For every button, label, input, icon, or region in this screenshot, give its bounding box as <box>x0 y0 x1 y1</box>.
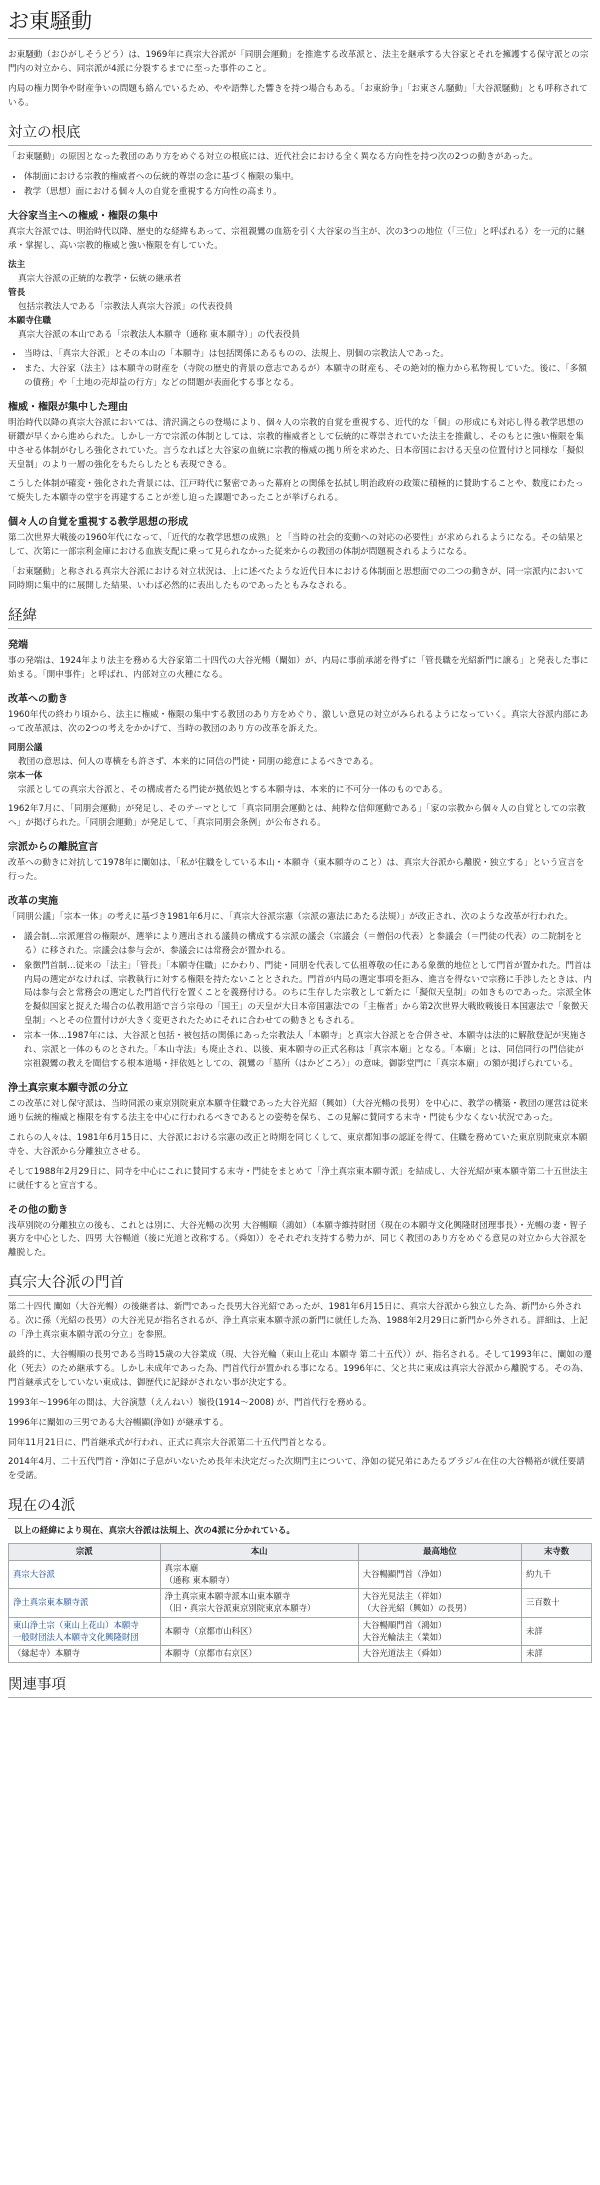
leave-paragraph: 改革への動きに対抗して1978年に闡如は、「私が住職をしている本山・本願寺（東本願寺のこと）は、真宗大谷派から離脱・独立する」という宣言を行った。 <box>8 858 585 882</box>
subsection-heading-split: 浄土真宗東本願寺派の分立 <box>8 1083 128 1094</box>
concentration-notes <box>8 348 592 391</box>
reform-paragraph-2: 1962年7月に、「同朋会運動」が発足し、そのテーマとして「真宗同朋会運動とは、純粋な信仰運動である」「家の宗教から個々人の自覚としての宗教へ」が掲げられた。「同朋会運動」が発足して、「真宗同朋会条例」が公布される。 <box>8 804 586 829</box>
subsection-heading-other: その他の動き <box>8 1204 68 1216</box>
monshu-paragraph-1: 第二十四代 闡如（大谷光暢）の後継者は、新門であった長男大谷光紹であったが、1981年6月15日に、真宗大谷派から独立した為、新門から外される。次に孫（光紹の長男）の大谷光見が指名されるが、浄土真宗東本願寺派の新門に就任した為、1988年2月29日に新門から外される。詳細は、上記の「浄土真宗東本願寺派の分立」を参照。 <box>8 1302 588 1340</box>
conflict-list <box>8 171 592 200</box>
table-cell: 本願寺（京都市山科区） <box>160 1617 358 1646</box>
list-item: • また、大谷家（法主）は本願寺の財産を（寺院の歴史的背景の意志であるが）本願寺の財産も、その絶対的権力から私物視していた。後に、「多額の債務」や「土地の売却益の行方」などの問題が表面化する事となる。 <box>24 363 592 391</box>
position-term: 管長 <box>8 288 26 299</box>
page-title: お東騒動 <box>8 8 592 39</box>
monshu-paragraph-6: 2014年4月、二十五代門首・浄如に子息がいないため長年未決定だった次期門主について、浄如の従兄弟にあたるブラジル在住の大谷暢裕が就任要請を受諾。 <box>8 1457 585 1482</box>
split-paragraph-1: この改革に対し保守派は、当時同派の東京別院東京本願寺住職であった大谷光紹（興如）（大谷光暢の長男）を中心に、教学の構築・教団の運営は従来通り伝統的権威と権限を有する法主を中心に行われるべきであるとの姿勢を保ち、この見解に賛同する末寺・門徒も少なくない状況であった。 <box>8 1099 588 1123</box>
table-cell: 大谷暢顯門首（浄如） <box>358 1560 521 1589</box>
table-cell: 未詳 <box>522 1646 592 1663</box>
awareness-paragraph-2: 「お東騒動」と称される真宗大谷派における対立状況は、上に述べたような近代日本における体制面と思想面での二つの動きが、同一宗派内において同時期に集中的に展開した結果、いわば必然的に表出したものであったともみなされる。 <box>8 567 584 592</box>
conflict-paragraph: 「お東騒動」の原因となった教団のあり方をめぐる対立の根底には、近代社会における全く異なる方向性を持つ次の2つの動きがあった。 <box>8 151 538 162</box>
table-cell: 浄土真宗東本願寺派本山東本願寺 （旧・真宗大谷派東京別院東京本願寺） <box>160 1589 358 1618</box>
implement-paragraph: 「同朋公議」「宗本一体」の考えに基づき1981年6月に、「真宗大谷派宗憲（宗派の憲法にあたる法規）」が改正され、次のような改革が行われた。 <box>8 911 573 922</box>
position-desc: 真宗大谷派の正統的な教学・伝統の継承者 <box>18 274 182 285</box>
table-caption: 以上の経緯により現在、真宗大谷派は法規上、次の4派に分かれている。 <box>14 1526 295 1537</box>
section-heading-history: 経緯 <box>8 607 592 629</box>
split-paragraph-2: これらの人々は、1981年6月15日に、大谷派における宗憲の改正と時期を同じくして、東京都知事の認証を得て、住職を務めていた東京別院東京本願寺を、大谷派から分離独立させる。 <box>8 1132 588 1157</box>
monshu-paragraph-4: 1996年に闡如の三男である大谷暢顯(浄如) が継承する。 <box>8 1417 229 1428</box>
table-row <box>9 1560 592 1589</box>
principle-desc: 宗派としての真宗大谷派と、その構成者たる門徒が拠依処とする本願寺は、本来的に不可分一体のものである。 <box>18 785 448 796</box>
subsection-heading-leave: 宗派からの離脱宣言 <box>8 842 98 854</box>
reason-paragraph-2: こうした体制が確変・強化された背景には、江戸時代に緊密であった幕府との関係を払拭し明治政府の政策に積極的に賛助することや、数度にわたって焼失した本願寺の堂宇を再建することが差し迫った課題であったことが挙げられる。 <box>8 479 584 504</box>
table-cell: 真宗本廟 （通称 東本願寺） <box>160 1560 358 1589</box>
table-cell[interactable]: 真宗大谷派 <box>9 1560 161 1589</box>
monshu-paragraph-5: 同年11月21日に、門首継承式が行われ、正式に真宗大谷派第二十五代門首となる。 <box>8 1437 332 1448</box>
subsection-heading-concentration: 大谷家当主への権威・権限の集中 <box>8 210 158 222</box>
table-row <box>9 1646 592 1663</box>
table-cell[interactable]: 浄土真宗東本願寺派 <box>9 1589 161 1618</box>
column-header: 本山 <box>160 1544 358 1561</box>
concentration-paragraph: 真宗大谷派では、明治時代以降、歴史的な経緯もあって、宗祖親鸞の血筋を引く大谷家の当主が、次の3つの地位（「三位」と呼ばれる）を一元的に継承・掌握し、高い宗教的権威と強い権限を有していた。 <box>8 226 585 251</box>
table-row <box>9 1589 592 1618</box>
table-cell: 本願寺（京都市右京区） <box>160 1646 358 1663</box>
table-cell: 約九千 <box>522 1560 592 1589</box>
position-desc: 真宗大谷派の本山である「宗教法人本願寺（通称 東本願寺）」の代表役員 <box>18 330 301 341</box>
principle-desc: 教団の意思は、何人の専横をも許さず、本来的に同信の門徒・同朋の総意によるべきである。 <box>18 757 379 768</box>
subsection-heading-awareness: 個々人の自覚を重視する教学思想の形成 <box>8 517 188 529</box>
split-paragraph-3: そして1988年2月29日に、同寺を中心にこれに賛同する末寺・門徒をまとめて「浄土真宗東本願寺派」を結成し、大谷光紹が東本願寺第二十五世法主に就任すると宣言する。 <box>8 1166 588 1191</box>
table-cell: 大谷光道法主（舜如） <box>358 1646 521 1663</box>
position-term: 本願寺住職 <box>8 316 51 327</box>
section-heading-conflict: 対立の根底 <box>8 124 592 146</box>
table-cell: 未詳 <box>522 1617 592 1646</box>
subsection-heading-reason: 権威・権限が集中した理由 <box>8 401 128 413</box>
table-cell: 三百数十 <box>522 1589 592 1618</box>
intro-paragraph-2: 内局の権力関争や財産争いの問題も絡んでいるため、やや語弊した響きを持つ場合もある。「お東紛争」「お東さん騒動」「大谷派騒動」とも呼称されている。 <box>8 84 588 109</box>
three-positions-list <box>8 259 592 343</box>
column-header: 宗派 <box>9 1544 161 1561</box>
start-paragraph: 事の発端は、1924年より法主を務める大谷家第二十四代の大谷光暢（闡如）が、内局に事前承諾を得ずに「管長職を光紹新門に譲る」と発表した事に始まる。「開申事件」と呼ばれ、内部対立の火種になる。 <box>8 655 589 680</box>
four-schools-table <box>8 1543 592 1663</box>
list-item: • 象徴門首制…従来の「法主」「管長」「本願寺住職」にかわり、門徒・同朋を代表して仏祖尊敬の任にある象徴的地位として門首が置かれた。門首は内局の選定がなければ、宗教執行に対する権限を持たないこととされた。門首が内局の選定事項を拒み、進言を得ないで宗務に手渉したときは、内局は参与会と常務会の選定した門首代行を置くことを義務付ける。のちに生存した宗教として新たに「擬似天皇制」の如きものであった。宗派全体を擬似国家と捉えた場合の仏教用語で言う宗母の「国王」の天皇が大日本帝国憲法での「主権者」から第2次世界大戦敗戦後日本国憲法で「象徴天皇制」へとその位置付けが大きく変更されたためにそれに合わせての動きともされる。 <box>24 960 592 1030</box>
list-item: • 体制面における宗教的権威者への伝統的尊崇の念に基づく権限の集中。 <box>24 171 592 185</box>
other-paragraph: 浅草別院の分離独立の後も、これとは別に、大谷光暢の次男 大谷暢順（鴻如）（本願寺維持財団（現在の本願寺文化興隆財団理事長）・光暢の妻・智子裏方を中心とした、四男 大谷暢道（後に光道と改称する。（舜如））をそれぞれ支持する勢力が、同じく教団のあり方をめぐる意見の対立から大谷派を離脱した。 <box>8 1220 587 1259</box>
table-header-row <box>9 1544 592 1561</box>
principle-term: 同朋公議 <box>8 743 43 754</box>
subsection-heading-implement: 改革の実施 <box>8 895 58 907</box>
subsection-heading-reform: 改革への動き <box>8 693 68 705</box>
table-cell: （縁起寺）本願寺 <box>9 1646 161 1663</box>
list-item: • 教学（思想）面における個々人の自覚を重視する方向性の高まり。 <box>24 186 592 200</box>
position-term: 法主 <box>8 260 26 271</box>
position-desc: 包括宗教法人である「宗教法人真宗大谷派」の代表役員 <box>18 302 233 313</box>
column-header: 末寺数 <box>522 1544 592 1561</box>
section-heading-related: 関連事項 <box>8 1676 592 1698</box>
table-cell: 大谷光見法主（祥如） （大谷光紹（興如）の長男） <box>358 1589 521 1618</box>
reason-paragraph-1: 明治時代以降の真宗大谷派においては、清沢満之らの登場により、個々人の宗教的自覚を重視する、近代的な「個」の形成にも対応し得る教学思想の研鑽が早くから進められた。しかし一方で宗派の体制としては、宗教的権威者として伝統的に尊崇されていた法主を推戴し、そのもとに強い権限を集中させる体制がむしろ強化されていた。言うなればと大谷家の血統に宗教的権威の拠り所を求めた、日本帝国における天皇の位置付けと同様な「擬似天皇制」のより一層の強化をもたらしたとも表現できる。 <box>8 417 584 470</box>
list-item: • 当時は、「真宗大谷派」とその本山の「本願寺」は包括関係にあるものの、法規上、別個の宗教法人であった。 <box>24 348 592 362</box>
principle-term: 宗本一体 <box>8 771 43 782</box>
table-cell[interactable]: 東山浄土宗（東山上花山）本願寺 一般財団法人本願寺文化興隆財団 <box>9 1617 161 1646</box>
list-item: • 宗本一体…1987年には、大谷派と包括・被包括の関係にあった宗教法人「本願寺」と真宗大谷派とを合併させ、本願寺は法的に解散登記が実施され、宗派と一体のものとされた。「本山寺法」も廃止され、以後、東本願寺の正式名称は「真宗本廟」となる。「本廟」とは、同信同行の門信徒が宗祖親鸞の教えを聞信する根本道場・拝依処としての、親鸞の「墓所（はかどころ）」の意味。御影堂門に「真宗本廟」の額が掲げられている。 <box>24 1030 592 1072</box>
reform-principles <box>8 742 592 798</box>
table-row <box>9 1617 592 1646</box>
implement-list <box>8 931 592 1072</box>
subsection-heading-start: 発端 <box>8 639 28 651</box>
column-header: 最高地位 <box>358 1544 521 1561</box>
table-cell: 大谷暢順門首（鴻如） 大谷光輪法主（業如） <box>358 1617 521 1646</box>
section-heading-four-schools: 現在の4派 <box>8 1497 592 1519</box>
monshu-paragraph-3: 1993年〜1996年の間は、大谷演慧（えんねい）嶺役(1914〜2008) が、門首代行を務める。 <box>8 1397 372 1408</box>
awareness-paragraph-1: 第二次世界大戦後の1960年代になって、「近代的な教学思想の成熟」と「当時の社会的変動への対応の必要性」が求められるようになる。その結果として、次第に一部宗利金庫における血族支配に乗って見られなかった従来からの教団の体制が問題視されるようになる。 <box>8 533 584 558</box>
reform-paragraph-1: 1960年代の終わり頃から、法主に権威・権限の集中する教団のあり方をめぐり、激しい意見の対立がみられるようになっていく。真宗大谷派内部にあって改革派は、次の2つの考えをかかげて、当時の教団のあり方の改革を訴えた。 <box>8 709 589 734</box>
section-heading-monshu: 真宗大谷派の門首 <box>8 1274 592 1296</box>
monshu-paragraph-2: 最終的に、大谷暢順の長男である当時15歳の大谷業成（現、大谷光輪（東山上花山 本願寺 第二十五代））が、指名される。そして1993年に、闡如の遷化（死去）のため継承する。しかし未成年であった為、門首代行が置かれる事になる。1996年に、父と共に東成は真宗大谷派から離脱する。その為、門首継承式をしていない東成は、御歴代に記録がされない事が決定する。 <box>8 1349 592 1388</box>
intro-paragraph-1: お東騒動（おひがしそうどう）は、1969年に真宗大谷派が「同朋会運動」を推進する改革派と、法主を継承する大谷家とそれを擁護する保守派との宗門内の対立から、同宗派が4派に分裂するまでに至った事件のこと。 <box>8 50 589 75</box>
list-item: • 議会制…宗派運営の権限が、選挙により選出される議員の構成する宗派の議会（宗議会（＝僧侶の代表）と参議会（＝門徒の代表）の二院制をとる）に移された。宗議会は参与会が、参議会には常務会が置かれる。 <box>24 931 592 959</box>
